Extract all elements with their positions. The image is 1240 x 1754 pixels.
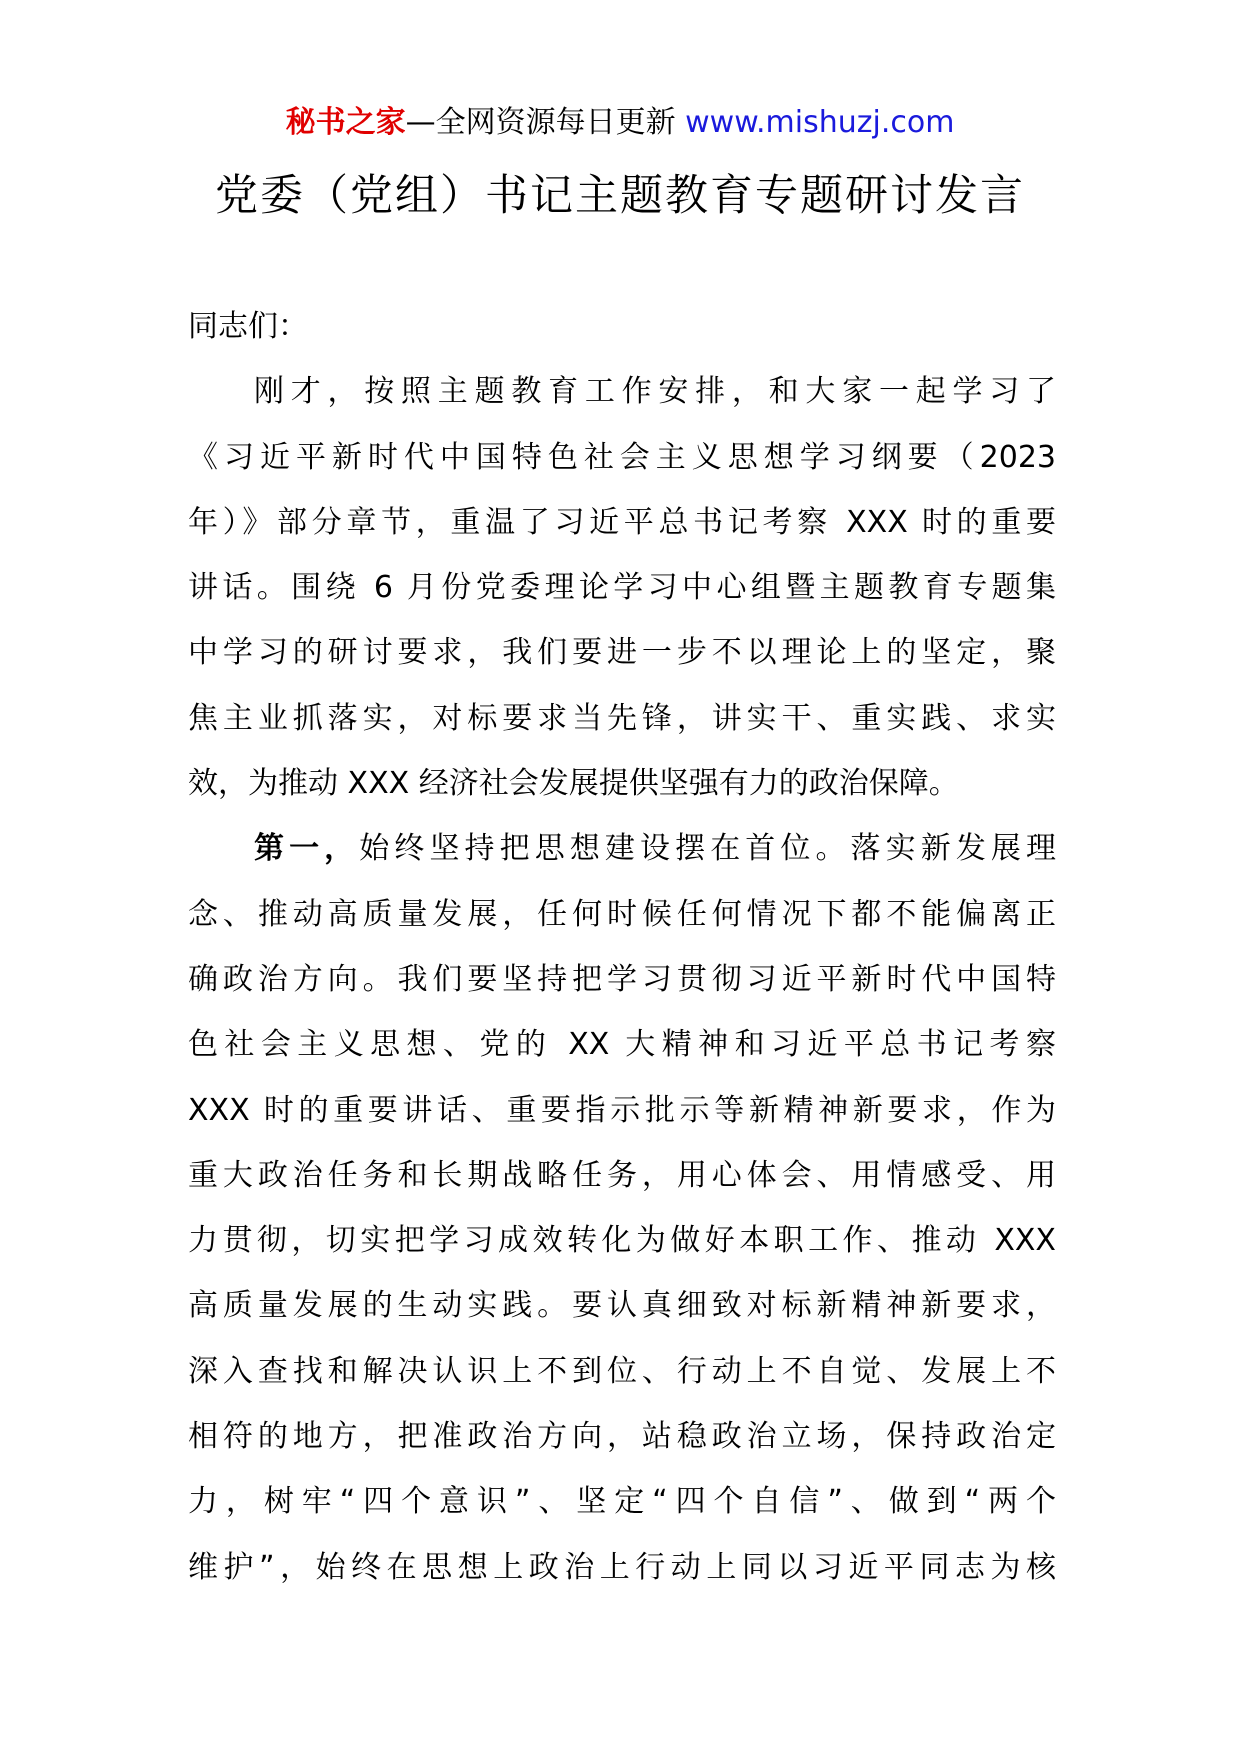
- paragraph-2-line: 深入查找和解决认识上不到位、行动上不自觉、发展上不: [188, 1353, 1056, 1389]
- paragraph-2-line: 力，树牢“四个意识”、坚定“四个自信”、做到“两个: [188, 1484, 1056, 1520]
- paragraph-2-line: 确政治方向。我们要坚持把学习贯彻习近平新时代中国特: [188, 961, 1056, 997]
- site-slogan: —全网资源每日更新: [405, 105, 676, 140]
- paragraph-2-line: 高质量发展的生动实践。要认真细致对标新精神新要求，: [188, 1288, 1056, 1324]
- paragraph-2-line: 维护”，始终在思想上政治上行动上同以习近平同志为核: [188, 1549, 1056, 1585]
- paragraph-2-line: 色社会主义思想、党的 XX 大精神和习近平总书记考察: [188, 1027, 1056, 1063]
- site-brand: 秘书之家: [285, 105, 406, 140]
- paragraph-1-line: 《习近平新时代中国特色社会主义思想学习纲要（2023: [188, 439, 1056, 475]
- paragraph-2-heading: 第一，: [254, 831, 360, 867]
- salutation: 同志们：: [188, 309, 308, 344]
- paragraph-2-line: 相符的地方，把准政治方向，站稳政治立场，保持政治定: [188, 1419, 1056, 1455]
- paragraph-2-line: XXX 时的重要讲话、重要指示批示等新精神新要求，作为: [188, 1092, 1056, 1128]
- paragraph-2-line: 力贯彻，切实把学习成效转化为做好本职工作、推动 XXX: [188, 1223, 1056, 1259]
- site-header: [0, 100, 1240, 146]
- paragraph-2-first-line: [188, 816, 1056, 881]
- paragraph-2-line-text: 始终坚持把思想建设摆在首位。落实新发展理: [359, 831, 1056, 867]
- paragraph-2-line: 念、推动高质量发展，任何时候任何情况下都不能偏离正: [188, 896, 1056, 932]
- site-url-link[interactable]: www.mishuzj.com: [685, 105, 955, 140]
- paragraph-1-line: 中学习的研讨要求，我们要进一步不以理论上的坚定，聚: [188, 635, 1056, 671]
- paragraph-1-line: 刚才，按照主题教育工作安排，和大家一起学习了: [254, 374, 1056, 410]
- paragraph-1-line: 焦主业抓落实，对标要求当先锋，讲实干、重实践、求实: [188, 700, 1056, 736]
- paragraph-1-line: 讲话。围绕 6 月份党委理论学习中心组暨主题教育专题集: [188, 570, 1056, 606]
- paragraph-2-line: 重大政治任务和长期战略任务，用心体会、用情感受、用: [188, 1157, 1056, 1193]
- document-title: 党委（党组）书记主题教育专题研讨发言: [215, 171, 1025, 221]
- document-body: [188, 294, 1056, 1600]
- paragraph-1-line: 年）》部分章节，重温了习近平总书记考察 XXX 时的重要: [188, 504, 1056, 540]
- paragraph-1-line: 效，为推动 XXX 经济社会发展提供坚强有力的政治保障。: [188, 766, 959, 802]
